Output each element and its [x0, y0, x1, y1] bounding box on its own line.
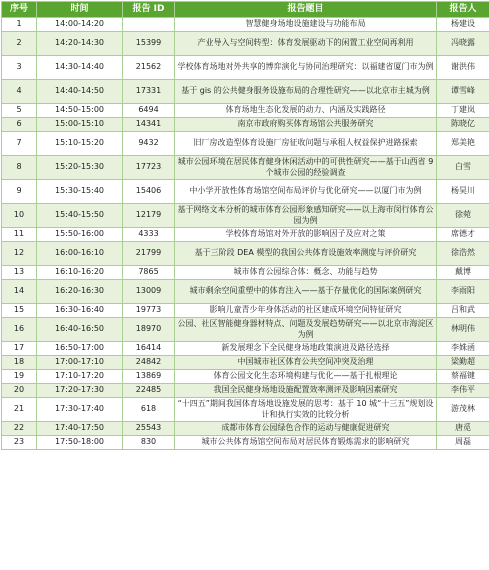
- table-row: [2, 228, 489, 242]
- table-row: [2, 132, 489, 156]
- table-row: [2, 304, 489, 318]
- table-row: [2, 18, 489, 32]
- table-row: [2, 104, 489, 118]
- cell-speaker: 冯晓露: [437, 32, 489, 56]
- cell-title: 城市公共体育场馆空间布局对居民体育锻炼需求的影响研究: [175, 436, 437, 450]
- cell-speaker: 周磊: [437, 436, 489, 450]
- cell-number: 5: [2, 104, 37, 118]
- cell-number: 13: [2, 266, 37, 280]
- cell-report-id: 7865: [123, 266, 175, 280]
- cell-time: 17:00-17:10: [37, 356, 123, 370]
- cell-number: 19: [2, 370, 37, 384]
- cell-time: 16:10-16:20: [37, 266, 123, 280]
- cell-title: 学校体育场馆对外开放的影响因子及应对之策: [175, 228, 437, 242]
- cell-time: 17:20-17:30: [37, 384, 123, 398]
- cell-report-id: 15406: [123, 180, 175, 204]
- table-row: [2, 436, 489, 450]
- col-header-report-id: 报告 ID: [123, 2, 175, 18]
- cell-speaker: 林明伟: [437, 318, 489, 342]
- cell-speaker: 吕和武: [437, 304, 489, 318]
- table-body: [2, 18, 489, 450]
- cell-time: 16:30-16:40: [37, 304, 123, 318]
- cell-time: 14:50-15:00: [37, 104, 123, 118]
- cell-number: 14: [2, 280, 37, 304]
- table-row: [2, 370, 489, 384]
- cell-number: 2: [2, 32, 37, 56]
- cell-report-id: 13869: [123, 370, 175, 384]
- cell-number: 20: [2, 384, 37, 398]
- cell-report-id: 25543: [123, 422, 175, 436]
- cell-title: 产业导入与空间转型：体育发展驱动下的闲置工业空间再利用: [175, 32, 437, 56]
- cell-speaker: 徐菀: [437, 204, 489, 228]
- table-row: [2, 156, 489, 180]
- cell-speaker: 杨建设: [437, 18, 489, 32]
- cell-report-id: 6494: [123, 104, 175, 118]
- cell-number: 17: [2, 342, 37, 356]
- cell-time: 15:10-15:20: [37, 132, 123, 156]
- cell-number: 23: [2, 436, 37, 450]
- cell-number: 18: [2, 356, 37, 370]
- cell-time: 14:00-14:20: [37, 18, 123, 32]
- cell-report-id: 17723: [123, 156, 175, 180]
- table-row: [2, 398, 489, 422]
- cell-report-id: 9432: [123, 132, 175, 156]
- cell-speaker: 谢洪伟: [437, 56, 489, 80]
- cell-number: 22: [2, 422, 37, 436]
- cell-title: 基于网络文本分析的城市体育公园形象感知研究——以上海市闵行体育公园为例: [175, 204, 437, 228]
- cell-title: 体育场地生态化发展的动力、内涵及实践路径: [175, 104, 437, 118]
- cell-speaker: 唐觅: [437, 422, 489, 436]
- col-header-title: 报告题目: [175, 2, 437, 18]
- cell-time: 15:00-15:10: [37, 118, 123, 132]
- cell-title: 中国城市社区体育公共空间冲突及治理: [175, 356, 437, 370]
- table-row: [2, 356, 489, 370]
- cell-title: 智慧健身场地设施建设与功能布局: [175, 18, 437, 32]
- cell-title: 城市体育公园综合体：概念、功能与趋势: [175, 266, 437, 280]
- cell-number: 10: [2, 204, 37, 228]
- cell-title: 中小学开放性体育场馆空间布局评价与优化研究——以厦门市为例: [175, 180, 437, 204]
- cell-time: 16:20-16:30: [37, 280, 123, 304]
- table-row: [2, 118, 489, 132]
- cell-number: 8: [2, 156, 37, 180]
- cell-time: 14:40-14:50: [37, 80, 123, 104]
- cell-speaker: 白雪: [437, 156, 489, 180]
- cell-speaker: 徐浩然: [437, 242, 489, 266]
- cell-report-id: 17331: [123, 80, 175, 104]
- cell-speaker: 蔡福键: [437, 370, 489, 384]
- cell-speaker: 谭雪峰: [437, 80, 489, 104]
- col-header-number: 序号: [2, 2, 37, 18]
- cell-time: 16:00-16:10: [37, 242, 123, 266]
- cell-speaker: 游茂林: [437, 398, 489, 422]
- cell-speaker: 杨昊川: [437, 180, 489, 204]
- cell-report-id: 19773: [123, 304, 175, 318]
- cell-title: 体育公园文化生态环境构建与优化——基于扎根理论: [175, 370, 437, 384]
- cell-title: “十四五”期间我国体育场地设施发展的思考：基于 10 城“十三五”规划设计和执行实效的比较分析: [175, 398, 437, 422]
- cell-title: 城市剩余空间重塑中的体育注入——基于存量优化的国际案例研究: [175, 280, 437, 304]
- cell-title: 新发展理念下全民健身场地政策演进及路径选择: [175, 342, 437, 356]
- table-row: [2, 280, 489, 304]
- table-row: [2, 204, 489, 228]
- table-row: [2, 242, 489, 266]
- cell-time: 15:20-15:30: [37, 156, 123, 180]
- cell-speaker: 丁建岚: [437, 104, 489, 118]
- table-row: [2, 32, 489, 56]
- cell-time: 17:50-18:00: [37, 436, 123, 450]
- cell-number: 12: [2, 242, 37, 266]
- cell-number: 15: [2, 304, 37, 318]
- table-row: [2, 422, 489, 436]
- cell-report-id: 18970: [123, 318, 175, 342]
- cell-time: 17:10-17:20: [37, 370, 123, 384]
- cell-title: 南京市政府购买体育场馆公共服务研究: [175, 118, 437, 132]
- cell-time: 17:30-17:40: [37, 398, 123, 422]
- cell-number: 7: [2, 132, 37, 156]
- cell-number: 11: [2, 228, 37, 242]
- cell-number: 9: [2, 180, 37, 204]
- cell-title: 我国全民健身场地设施配置效率测评及影响因素研究: [175, 384, 437, 398]
- cell-title: 旧厂房改造型体育设施厂房征收问题与承租人权益保护进路探索: [175, 132, 437, 156]
- header-row: [2, 2, 489, 18]
- cell-number: 16: [2, 318, 37, 342]
- cell-title: 学校体育场地对外共享的博弈演化与协同治理研究：以福建省厦门市为例: [175, 56, 437, 80]
- cell-time: 15:30-15:40: [37, 180, 123, 204]
- cell-time: 16:40-16:50: [37, 318, 123, 342]
- cell-time: 15:50-16:00: [37, 228, 123, 242]
- cell-speaker: 席德才: [437, 228, 489, 242]
- cell-report-id: 24842: [123, 356, 175, 370]
- cell-number: 4: [2, 80, 37, 104]
- cell-time: 14:20-14:30: [37, 32, 123, 56]
- table-row: [2, 56, 489, 80]
- cell-number: 1: [2, 18, 37, 32]
- cell-report-id: 16414: [123, 342, 175, 356]
- table-row: [2, 80, 489, 104]
- cell-time: 14:30-14:40: [37, 56, 123, 80]
- cell-report-id: [123, 18, 175, 32]
- cell-report-id: 12179: [123, 204, 175, 228]
- cell-report-id: 14341: [123, 118, 175, 132]
- cell-title: 影响儿童青少年身体活动的社区建成环境空间特征研究: [175, 304, 437, 318]
- cell-title: 基于三阶段 DEA 模型的我国公共体育设施效率测度与评价研究: [175, 242, 437, 266]
- cell-time: 17:40-17:50: [37, 422, 123, 436]
- report-schedule-table: [1, 1, 489, 450]
- cell-speaker: 李雨阳: [437, 280, 489, 304]
- cell-speaker: 李伟平: [437, 384, 489, 398]
- cell-speaker: 梁勤超: [437, 356, 489, 370]
- cell-number: 21: [2, 398, 37, 422]
- cell-report-id: 13009: [123, 280, 175, 304]
- cell-title: 成都市体育公园绿色合作的运动与健康促进研究: [175, 422, 437, 436]
- cell-time: 15:40-15:50: [37, 204, 123, 228]
- cell-report-id: 22485: [123, 384, 175, 398]
- cell-report-id: 830: [123, 436, 175, 450]
- table-row: [2, 180, 489, 204]
- cell-report-id: 21799: [123, 242, 175, 266]
- table-row: [2, 266, 489, 280]
- cell-report-id: 15399: [123, 32, 175, 56]
- cell-report-id: 21562: [123, 56, 175, 80]
- cell-title: 基于 gis 的公共健身服务设施布局的合理性研究——以北京市主城为例: [175, 80, 437, 104]
- cell-speaker: 郑美艳: [437, 132, 489, 156]
- cell-title: 公园、社区智能健身器材特点、问题及发展趋势研究——以北京市海淀区为例: [175, 318, 437, 342]
- table-row: [2, 318, 489, 342]
- cell-speaker: 陈晓亿: [437, 118, 489, 132]
- cell-time: 16:50-17:00: [37, 342, 123, 356]
- cell-report-id: 618: [123, 398, 175, 422]
- col-header-time: 时间: [37, 2, 123, 18]
- table-row: [2, 384, 489, 398]
- cell-speaker: 李姝函: [437, 342, 489, 356]
- cell-number: 3: [2, 56, 37, 80]
- cell-number: 6: [2, 118, 37, 132]
- col-header-speaker: 报告人: [437, 2, 489, 18]
- table-row: [2, 342, 489, 356]
- cell-report-id: 4333: [123, 228, 175, 242]
- cell-speaker: 戴博: [437, 266, 489, 280]
- cell-title: 城市公园环境在居民体育健身休闲活动中的可供性研究——基于山西省 9 个城市公园的经验调查: [175, 156, 437, 180]
